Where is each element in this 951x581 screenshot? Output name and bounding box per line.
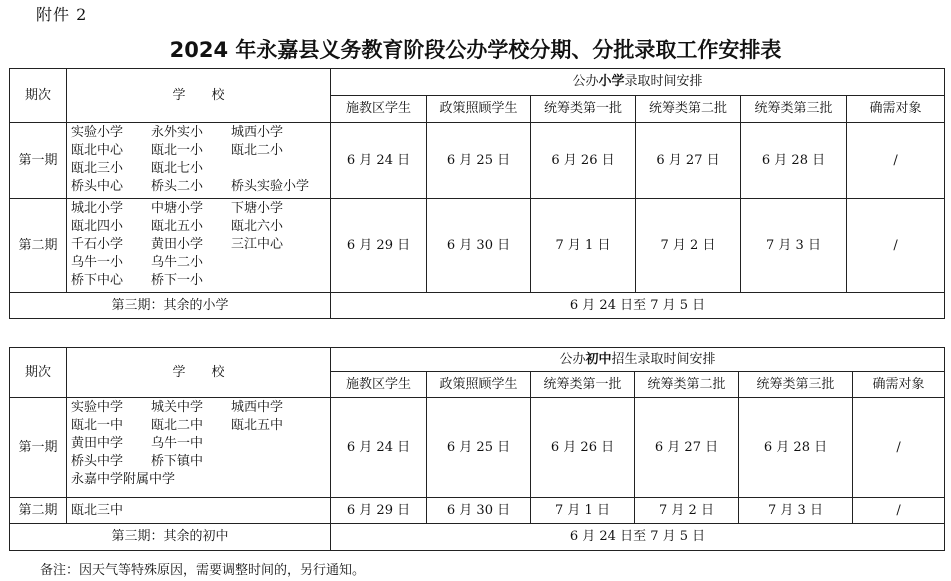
date-cell: 7 月 2 日 <box>635 498 739 524</box>
school-name: 千石小学 <box>71 237 124 252</box>
category-header: 政策照顾学生 <box>427 96 531 123</box>
school-name: 城西中学 <box>231 400 284 415</box>
category-header: 统筹类第三批 <box>739 372 853 398</box>
date-cell: 6 月 26 日 <box>531 398 635 498</box>
school-line <box>71 178 330 196</box>
school-name: 瓯北二中 <box>151 418 204 433</box>
school-line <box>71 399 330 417</box>
date-cell: 7 月 1 日 <box>531 498 635 524</box>
school-name: 桥下一小 <box>151 273 204 288</box>
period-cell: 第二期 <box>10 498 67 524</box>
school-list <box>67 398 331 498</box>
school-header: 学 校 <box>67 348 331 398</box>
school-name: 瓯北三中 <box>71 502 124 518</box>
date-cell: 7 月 3 日 <box>741 199 847 293</box>
school-name: 瓯北五小 <box>151 219 204 234</box>
school-header: 学 校 <box>67 69 331 123</box>
school-name: 瓯北四小 <box>71 219 124 234</box>
date-cell: 6 月 28 日 <box>741 123 847 199</box>
date-cell: 6 月 24 日 <box>331 398 427 498</box>
date-cell: / <box>853 498 945 524</box>
period-cell: 第一期 <box>10 123 67 199</box>
period-cell: 第二期 <box>10 199 67 293</box>
category-header: 施教区学生 <box>331 96 427 123</box>
school-name: 瓯北七小 <box>151 161 204 176</box>
date-cell: 6 月 27 日 <box>635 398 739 498</box>
date-cell: 6 月 25 日 <box>427 123 531 199</box>
category-header: 统筹类第一批 <box>531 372 635 398</box>
period-header: 期次 <box>10 69 67 123</box>
category-header: 统筹类第二批 <box>635 372 739 398</box>
school-line <box>71 160 330 178</box>
school-line <box>71 236 330 254</box>
table-row <box>10 293 945 319</box>
school-line <box>71 254 330 272</box>
table-row <box>10 123 945 199</box>
date-cell: 6 月 30 日 <box>427 498 531 524</box>
school-list <box>67 123 331 199</box>
attachment-label: 附件 2 <box>36 5 88 24</box>
category-header: 确需对象 <box>853 372 945 398</box>
school-line <box>71 124 330 142</box>
date-cell: / <box>847 123 945 199</box>
school-name: 城关中学 <box>151 400 204 415</box>
school-name: 黄田小学 <box>151 237 204 252</box>
school-name: 瓯北中心 <box>71 143 124 158</box>
table-row <box>10 524 945 551</box>
category-header: 政策照顾学生 <box>427 372 531 398</box>
school-name: 永嘉中学附属中学 <box>71 472 176 487</box>
school-name: 城北小学 <box>71 201 124 216</box>
period-header: 期次 <box>10 348 67 398</box>
third-period-label: 第三期：其余的初中 <box>10 524 331 551</box>
school-name: 瓯北二小 <box>231 143 284 158</box>
school-name: 瓯北三小 <box>71 161 124 176</box>
date-cell: 6 月 27 日 <box>636 123 741 199</box>
date-cell: / <box>847 199 945 293</box>
category-header: 确需对象 <box>847 96 945 123</box>
school-line <box>71 471 330 489</box>
date-cell: 6 月 26 日 <box>531 123 636 199</box>
third-period-dates: 6 月 24 日至 7 月 5 日 <box>331 524 945 551</box>
date-cell: 7 月 1 日 <box>531 199 636 293</box>
third-period-dates: 6 月 24 日至 7 月 5 日 <box>331 293 945 319</box>
school-name: 瓯北一中 <box>71 418 124 433</box>
school-name: 黄田中学 <box>71 436 124 451</box>
school-name: 乌牛一小 <box>71 255 124 270</box>
school-name: 桥下镇中 <box>151 454 204 469</box>
date-cell: 6 月 30 日 <box>427 199 531 293</box>
middle-schedule-table <box>9 347 945 551</box>
document-title: 2024 年永嘉县义务教育阶段公办学校分期、分批录取工作安排表 <box>169 38 782 62</box>
school-list <box>67 199 331 293</box>
date-cell: 6 月 29 日 <box>331 199 427 293</box>
school-name: 永外实小 <box>151 125 204 140</box>
date-cell: / <box>853 398 945 498</box>
primary-schedule-table <box>9 68 945 319</box>
school-name: 中塘小学 <box>151 201 204 216</box>
date-cell: 6 月 24 日 <box>331 123 427 199</box>
school-line <box>71 502 330 520</box>
school-name: 下塘小学 <box>231 201 284 216</box>
date-cell: 7 月 2 日 <box>636 199 741 293</box>
category-header: 统筹类第二批 <box>636 96 741 123</box>
school-name: 桥头二小 <box>151 179 204 194</box>
category-header: 施教区学生 <box>331 372 427 398</box>
table-row <box>10 398 945 498</box>
third-period-label: 第三期：其余的小学 <box>10 293 331 319</box>
school-name: 三江中心 <box>231 237 284 252</box>
date-cell: 7 月 3 日 <box>739 498 853 524</box>
school-list <box>67 498 331 524</box>
school-name: 城西小学 <box>231 125 284 140</box>
school-name: 乌牛二小 <box>151 255 204 270</box>
school-line <box>71 142 330 160</box>
category-header: 统筹类第一批 <box>531 96 636 123</box>
school-line <box>71 417 330 435</box>
school-line <box>71 272 330 290</box>
school-name: 实验小学 <box>71 125 124 140</box>
school-name: 瓯北五中 <box>231 418 284 433</box>
primary-group-header: 公办小学录取时间安排 <box>331 69 945 96</box>
school-line <box>71 200 330 218</box>
footnote: 备注：因天气等特殊原因，需要调整时间的，另行通知。 <box>40 563 366 578</box>
school-name: 桥头中学 <box>71 454 124 469</box>
school-name: 乌牛一中 <box>151 436 204 451</box>
school-name: 桥头实验小学 <box>231 179 310 194</box>
date-cell: 6 月 25 日 <box>427 398 531 498</box>
table-row <box>10 199 945 293</box>
school-line <box>71 453 330 471</box>
school-name: 桥下中心 <box>71 273 124 288</box>
school-name: 瓯北六小 <box>231 219 284 234</box>
school-line <box>71 218 330 236</box>
date-cell: 6 月 29 日 <box>331 498 427 524</box>
date-cell: 6 月 28 日 <box>739 398 853 498</box>
school-name: 桥头中心 <box>71 179 124 194</box>
middle-group-header: 公办初中招生录取时间安排 <box>331 348 945 372</box>
period-cell: 第一期 <box>10 398 67 498</box>
school-name: 实验中学 <box>71 400 124 415</box>
table-row <box>10 498 945 524</box>
school-line <box>71 435 330 453</box>
school-name: 瓯北一小 <box>151 143 204 158</box>
category-header: 统筹类第三批 <box>741 96 847 123</box>
